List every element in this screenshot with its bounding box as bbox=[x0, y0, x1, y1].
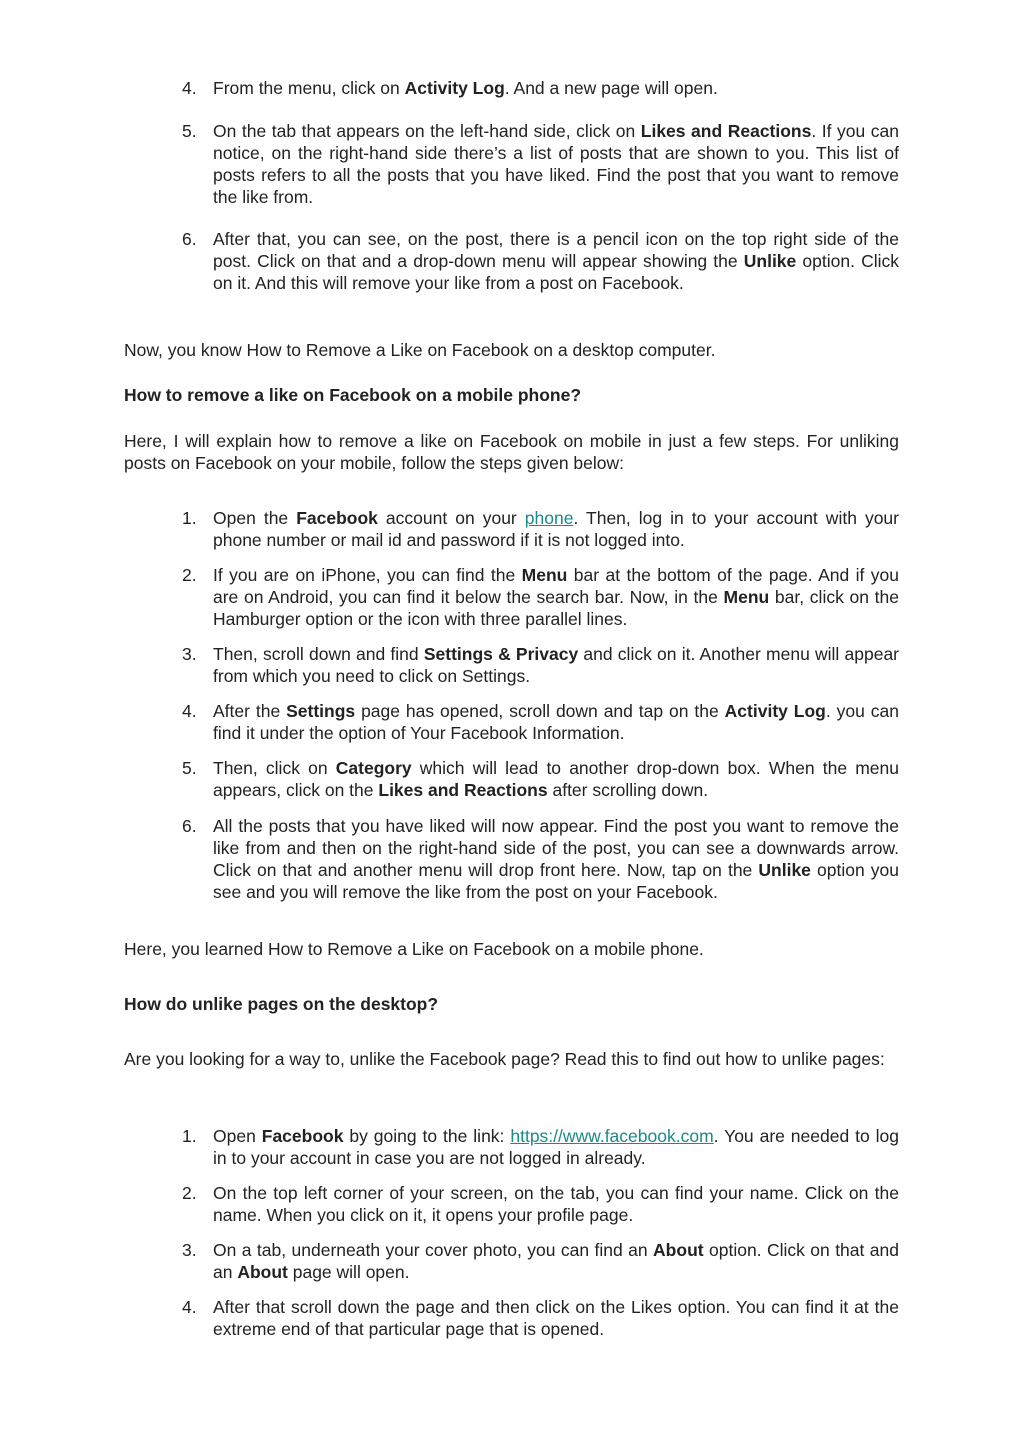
bold-text: Likes and Reactions bbox=[640, 121, 812, 141]
list-item-text bbox=[213, 1182, 899, 1226]
bold-text: Category bbox=[335, 758, 412, 778]
bold-text: Unlike bbox=[743, 251, 797, 271]
text-run: bar, click on the Hamburger option or the icon with three parallel lines. bbox=[213, 587, 899, 629]
bold-text: Activity Log bbox=[404, 78, 505, 98]
paragraph: Here, you learned How to Remove a Like on Facebook on a mobile phone. bbox=[124, 939, 704, 959]
text-run: Open bbox=[213, 1126, 262, 1146]
list-item-text bbox=[213, 815, 899, 903]
list-item-text bbox=[213, 1239, 899, 1283]
list-number: 4. bbox=[182, 701, 197, 721]
bold-text: Menu bbox=[521, 565, 568, 585]
list-number: 1. bbox=[182, 1126, 197, 1146]
list-number: 6. bbox=[182, 816, 197, 836]
bold-text: Facebook bbox=[261, 1126, 344, 1146]
list-number: 5. bbox=[182, 121, 197, 141]
bold-text: Facebook bbox=[296, 508, 378, 528]
text-run: On the top left corner of your screen, on the tab, you can find your name. Click on the name. When you click on it, it opens your profile page. bbox=[213, 1183, 899, 1225]
paragraph: Now, you know How to Remove a Like on Facebook on a desktop computer. bbox=[124, 340, 716, 360]
text-run: bar at the bottom of the page. And if you are on Android, you can find it below the search bar. Now, in the bbox=[213, 565, 899, 607]
list-number: 2. bbox=[182, 1183, 197, 1203]
text-run: If you are on iPhone, you can find the bbox=[213, 565, 522, 585]
text-run: . you can find it under the option of Your Facebook Information. bbox=[213, 701, 899, 743]
text-run: option. Click on it. And this will remove your like from a post on Facebook. bbox=[213, 251, 899, 293]
text-run: After the bbox=[213, 701, 287, 721]
text-run: Then, click on bbox=[213, 758, 336, 778]
text-run: From the menu, click on bbox=[213, 78, 405, 98]
hyperlink[interactable]: phone bbox=[524, 508, 574, 528]
list-item-text bbox=[213, 700, 899, 744]
paragraph: Here, I will explain how to remove a like on Facebook on mobile in just a few steps. For unliking posts on Facebook on your mobile, follow the steps given below: bbox=[124, 431, 899, 473]
text-run: . And a new page will open. bbox=[504, 78, 718, 98]
bold-text: Settings & Privacy bbox=[423, 644, 579, 664]
bold-text: Settings bbox=[286, 701, 356, 721]
paragraph: Are you looking for a way to, unlike the Facebook page? Read this to find out how to unlike pages: bbox=[124, 1049, 885, 1069]
text-run: which will lead to another drop-down box. When the menu appears, click on the bbox=[213, 758, 899, 800]
list-item-text bbox=[213, 757, 899, 801]
text-run: Open the bbox=[213, 508, 297, 528]
text-run: account on your bbox=[377, 508, 525, 528]
section-heading: How do unlike pages on the desktop? bbox=[124, 994, 439, 1014]
text-run: . Then, log in to your account with your phone number or mail id and password if it is not logged into. bbox=[213, 508, 899, 550]
list-item-text bbox=[213, 120, 899, 208]
hyperlink[interactable]: https://www.facebook.com bbox=[510, 1126, 714, 1146]
list-number: 2. bbox=[182, 565, 197, 585]
list-number: 3. bbox=[182, 644, 197, 664]
list-number: 6. bbox=[182, 229, 197, 249]
bold-text: Activity Log bbox=[724, 701, 826, 721]
bold-text: About bbox=[237, 1262, 288, 1282]
section-heading: How to remove a like on Facebook on a mobile phone? bbox=[124, 385, 582, 405]
list-item-text bbox=[213, 1125, 899, 1169]
list-item-text bbox=[213, 507, 899, 551]
list-item-text bbox=[213, 228, 899, 294]
bold-text: Unlike bbox=[758, 860, 811, 880]
list-number: 3. bbox=[182, 1240, 197, 1260]
text-run: Then, scroll down and find bbox=[213, 644, 424, 664]
text-run: and click on it. Another menu will appear from which you need to click on Settings. bbox=[213, 644, 900, 686]
text-run: option. Click on that and an bbox=[213, 1240, 900, 1282]
text-run: page will open. bbox=[287, 1262, 410, 1282]
list-item-text bbox=[213, 77, 899, 99]
text-run: On the tab that appears on the left-hand side, click on bbox=[213, 121, 641, 141]
text-run: after scrolling down. bbox=[547, 780, 709, 800]
bold-text: About bbox=[653, 1240, 704, 1260]
list-number: 4. bbox=[182, 1297, 197, 1317]
text-run: page has opened, scroll down and tap on the bbox=[355, 701, 725, 721]
list-number: 1. bbox=[182, 508, 197, 528]
text-run: All the posts that you have liked will now appear. Find the post you want to remove the like from and then on the right-hand side of the post, you can see a downwards arrow. Click on that and another menu will drop front here. Now, tap on the bbox=[213, 816, 899, 880]
text-run: On a tab, underneath your cover photo, you can find an bbox=[213, 1240, 654, 1260]
list-item-text bbox=[213, 1296, 899, 1340]
text-run: After that scroll down the page and then click on the Likes option. You can find it at the extreme end of that particular page that is opened. bbox=[213, 1297, 899, 1339]
list-item-text bbox=[213, 643, 899, 687]
bold-text: Menu bbox=[723, 587, 770, 607]
bold-text: Likes and Reactions bbox=[378, 780, 548, 800]
text-run: . You are needed to log in to your account in case you are not logged in already. bbox=[213, 1126, 899, 1168]
text-run: by going to the link: bbox=[343, 1126, 511, 1146]
text-run: option you see and you will remove the like from the post on your Facebook. bbox=[213, 860, 899, 902]
text-run: After that, you can see, on the post, there is a pencil icon on the top right side of the post. Click on that and a drop-down menu will appear showing the bbox=[213, 229, 899, 271]
list-number: 4. bbox=[182, 78, 197, 98]
list-number: 5. bbox=[182, 758, 197, 778]
list-item-text bbox=[213, 564, 899, 630]
text-run: . If you can notice, on the right-hand side there’s a list of posts that are shown to you. This list of posts refers to all the posts that you have liked. Find the post that you want to remove the like from. bbox=[213, 121, 900, 207]
